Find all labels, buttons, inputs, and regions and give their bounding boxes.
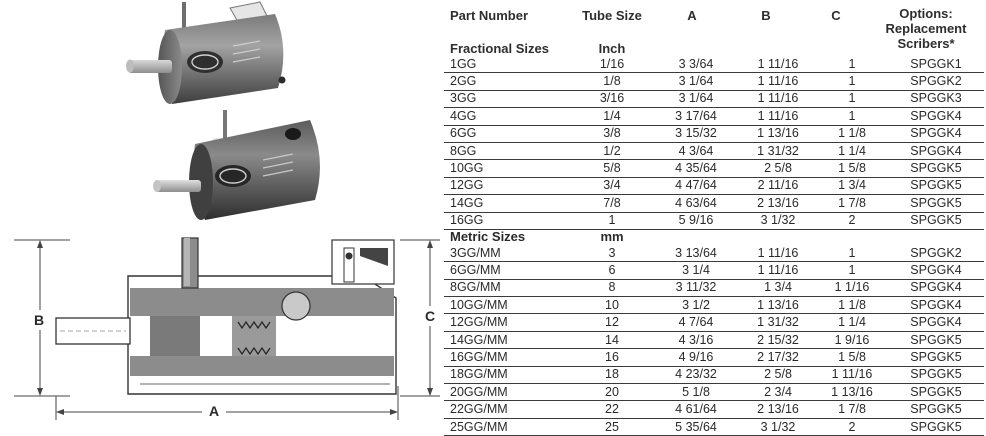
scriber-option-cell: SPGGK4 [888, 279, 984, 296]
tube-size-cell: 20 [572, 384, 652, 401]
table-row [444, 279, 984, 296]
dim-a-cell: 5 35/64 [652, 418, 740, 435]
part-number-cell: 14GG/MM [444, 331, 572, 348]
table-row [444, 349, 984, 366]
table-row [444, 160, 984, 177]
tube-size-cell: 3/4 [572, 177, 652, 194]
part-number-cell: 10GG/MM [444, 297, 572, 314]
scriber-option-cell: SPGGK4 [888, 314, 984, 331]
scriber-option-cell: SPGGK4 [888, 125, 984, 142]
scriber-option-cell: SPGGK4 [888, 142, 984, 159]
table-row [444, 297, 984, 314]
scriber-option-cell: SPGGK5 [888, 195, 984, 212]
tube-size-cell: 6 [572, 262, 652, 279]
dim-c-cell: 1 1/8 [816, 297, 888, 314]
dim-a-cell: 3 1/4 [652, 262, 740, 279]
dim-c-cell: 1 [816, 262, 888, 279]
tube-size-cell: 25 [572, 418, 652, 435]
dim-c-cell: 1 [816, 73, 888, 90]
header-replacement: Replacement [885, 21, 967, 36]
tube-size-cell: 5/8 [572, 160, 652, 177]
product-photo-top [110, 0, 300, 115]
table-row [444, 314, 984, 331]
table-row [444, 125, 984, 142]
header-options: Options: [899, 6, 953, 21]
tube-size-cell: 1 [572, 212, 652, 229]
dim-b-cell: 1 11/16 [740, 262, 816, 279]
table-row [444, 142, 984, 159]
part-number-cell: 20GG/MM [444, 384, 572, 401]
dim-a-cell: 4 47/64 [652, 177, 740, 194]
part-number-cell: 25GG/MM [444, 418, 572, 435]
dim-a-cell: 3 1/64 [652, 90, 740, 107]
part-number-cell: 8GG/MM [444, 279, 572, 296]
dim-b-cell: 2 11/16 [740, 177, 816, 194]
dim-c-cell: 1 7/8 [816, 401, 888, 418]
dim-c-cell: 1 7/8 [816, 195, 888, 212]
dim-c-cell: 1 [816, 56, 888, 73]
spec-table [444, 56, 984, 436]
part-number-cell: 12GG/MM [444, 314, 572, 331]
dim-b-cell: 1 13/16 [740, 297, 816, 314]
scriber-option-cell: SPGGK4 [888, 297, 984, 314]
header-tube-size: Tube Size [582, 8, 642, 23]
part-number-cell: 22GG/MM [444, 401, 572, 418]
dim-a-cell: 3 1/2 [652, 297, 740, 314]
table-row [444, 366, 984, 383]
part-number-cell: 2GG [444, 73, 572, 90]
dim-c-cell: 1 1/4 [816, 142, 888, 159]
part-number-cell: 16GG [444, 212, 572, 229]
dim-a-cell: 4 35/64 [652, 160, 740, 177]
tube-size-cell: 8 [572, 279, 652, 296]
table-row [444, 73, 984, 90]
scriber-option-cell: SPGGK5 [888, 212, 984, 229]
dim-b-cell: 2 3/4 [740, 384, 816, 401]
table-row [444, 212, 984, 229]
dim-c-cell: 1 9/16 [816, 331, 888, 348]
dim-c-cell: 1 1/8 [816, 125, 888, 142]
part-number-cell: 10GG [444, 160, 572, 177]
tube-size-cell: 10 [572, 297, 652, 314]
header-a: A [687, 8, 697, 23]
dim-b-cell: 1 31/32 [740, 142, 816, 159]
dim-b-cell: 3 1/32 [740, 212, 816, 229]
dim-b-cell: 2 13/16 [740, 195, 816, 212]
spec-table-panel [444, 0, 986, 432]
tube-size-cell: 1/4 [572, 108, 652, 125]
tube-size-cell: 3/8 [572, 125, 652, 142]
scriber-option-cell: SPGGK2 [888, 73, 984, 90]
tube-size-cell: 1/16 [572, 56, 652, 73]
section-unit-inch: Inch [598, 41, 626, 56]
dim-a-cell: 3 13/64 [652, 244, 740, 261]
scriber-option-cell: SPGGK5 [888, 331, 984, 348]
dim-b-cell: 1 3/4 [740, 279, 816, 296]
dim-a-cell: 5 9/16 [652, 212, 740, 229]
table-row [444, 108, 984, 125]
scriber-option-cell: SPGGK5 [888, 177, 984, 194]
header-c: C [831, 8, 841, 23]
dim-a-cell: 3 3/64 [652, 56, 740, 73]
scriber-option-cell: SPGGK5 [888, 418, 984, 435]
table-row [444, 262, 984, 279]
dim-a-cell: 4 3/64 [652, 142, 740, 159]
part-number-cell: 1GG [444, 56, 572, 73]
dim-b-cell: 1 13/16 [740, 125, 816, 142]
part-number-cell: 18GG/MM [444, 366, 572, 383]
scriber-option-cell: SPGGK4 [888, 262, 984, 279]
table-row [444, 177, 984, 194]
dim-a-cell: 3 15/32 [652, 125, 740, 142]
table-row [444, 56, 984, 73]
part-number-cell: 14GG [444, 195, 572, 212]
part-number-cell: 6GG [444, 125, 572, 142]
dimension-label-b: B [34, 312, 45, 328]
tube-size-cell: 1/2 [572, 142, 652, 159]
dim-a-cell: 4 7/64 [652, 314, 740, 331]
dim-b-cell: 3 1/32 [740, 418, 816, 435]
dim-c-cell: 1 [816, 90, 888, 107]
product-photo-bottom [145, 104, 335, 224]
dim-a-cell: 3 17/64 [652, 108, 740, 125]
dim-a-cell: 3 1/64 [652, 73, 740, 90]
tube-size-cell: 3/16 [572, 90, 652, 107]
dim-c-cell: 1 5/8 [816, 349, 888, 366]
scriber-option-cell: SPGGK5 [888, 349, 984, 366]
dimension-label-a: A [209, 403, 220, 419]
scriber-option-cell: SPGGK5 [888, 160, 984, 177]
dim-a-cell: 4 3/16 [652, 331, 740, 348]
dim-c-cell: 1 3/4 [816, 177, 888, 194]
scriber-option-cell: SPGGK5 [888, 366, 984, 383]
tube-size-cell: 14 [572, 331, 652, 348]
dimension-label-c: C [425, 308, 436, 324]
scriber-option-cell: SPGGK5 [888, 384, 984, 401]
tube-size-cell: 7/8 [572, 195, 652, 212]
tube-size-cell: 12 [572, 314, 652, 331]
tube-size-cell: 22 [572, 401, 652, 418]
part-number-cell: 3GG/MM [444, 244, 572, 261]
dim-c-cell: 1 1/4 [816, 314, 888, 331]
dim-b-cell: 1 11/16 [740, 90, 816, 107]
tube-size-cell: 18 [572, 366, 652, 383]
dim-a-cell: 4 23/32 [652, 366, 740, 383]
product-illustration-panel [0, 0, 445, 432]
cross-section-diagram [0, 226, 445, 432]
section-unit-mm: mm [572, 229, 652, 244]
dim-b-cell: 2 13/16 [740, 401, 816, 418]
dim-a-cell: 5 1/8 [652, 384, 740, 401]
dim-c-cell: 1 1/16 [816, 279, 888, 296]
part-number-cell: 4GG [444, 108, 572, 125]
table-row [444, 384, 984, 401]
header-scribers: Scribers* [897, 36, 955, 51]
scriber-option-cell: SPGGK2 [888, 244, 984, 261]
tube-size-cell: 3 [572, 244, 652, 261]
dim-c-cell: 1 11/16 [816, 366, 888, 383]
dim-c-cell: 1 [816, 244, 888, 261]
table-row [444, 195, 984, 212]
table-row [444, 244, 984, 261]
part-number-cell: 16GG/MM [444, 349, 572, 366]
fractional-rows [444, 56, 984, 229]
dim-b-cell: 2 17/32 [740, 349, 816, 366]
tube-size-cell: 1/8 [572, 73, 652, 90]
dim-b-cell: 1 11/16 [740, 244, 816, 261]
scriber-option-cell: SPGGK1 [888, 56, 984, 73]
dim-b-cell: 2 5/8 [740, 160, 816, 177]
metric-rows [444, 244, 984, 435]
dim-b-cell: 1 31/32 [740, 314, 816, 331]
dim-a-cell: 3 11/32 [652, 279, 740, 296]
part-number-cell: 12GG [444, 177, 572, 194]
table-row [444, 418, 984, 435]
header-b: B [761, 8, 771, 23]
dim-c-cell: 1 13/16 [816, 384, 888, 401]
scriber-option-cell: SPGGK5 [888, 401, 984, 418]
header-part-number: Part Number [450, 8, 529, 23]
dim-a-cell: 4 63/64 [652, 195, 740, 212]
dim-b-cell: 1 11/16 [740, 56, 816, 73]
part-number-cell: 6GG/MM [444, 262, 572, 279]
dim-b-cell: 2 15/32 [740, 331, 816, 348]
dim-b-cell: 1 11/16 [740, 73, 816, 90]
dim-b-cell: 1 11/16 [740, 108, 816, 125]
dim-c-cell: 2 [816, 418, 888, 435]
tube-size-cell: 16 [572, 349, 652, 366]
scriber-option-cell: SPGGK3 [888, 90, 984, 107]
part-number-cell: 3GG [444, 90, 572, 107]
section-title-fractional: Fractional Sizes [450, 41, 549, 56]
dim-a-cell: 4 9/16 [652, 349, 740, 366]
dim-c-cell: 1 [816, 108, 888, 125]
dim-c-cell: 1 5/8 [816, 160, 888, 177]
table-row [444, 401, 984, 418]
table-row [444, 331, 984, 348]
metric-section-header [444, 229, 984, 244]
dim-c-cell: 2 [816, 212, 888, 229]
part-number-cell: 8GG [444, 142, 572, 159]
metric-header-row [444, 229, 984, 244]
table-row [444, 90, 984, 107]
section-title-metric: Metric Sizes [444, 229, 572, 244]
scriber-option-cell: SPGGK4 [888, 108, 984, 125]
dim-a-cell: 4 61/64 [652, 401, 740, 418]
dim-b-cell: 2 5/8 [740, 366, 816, 383]
